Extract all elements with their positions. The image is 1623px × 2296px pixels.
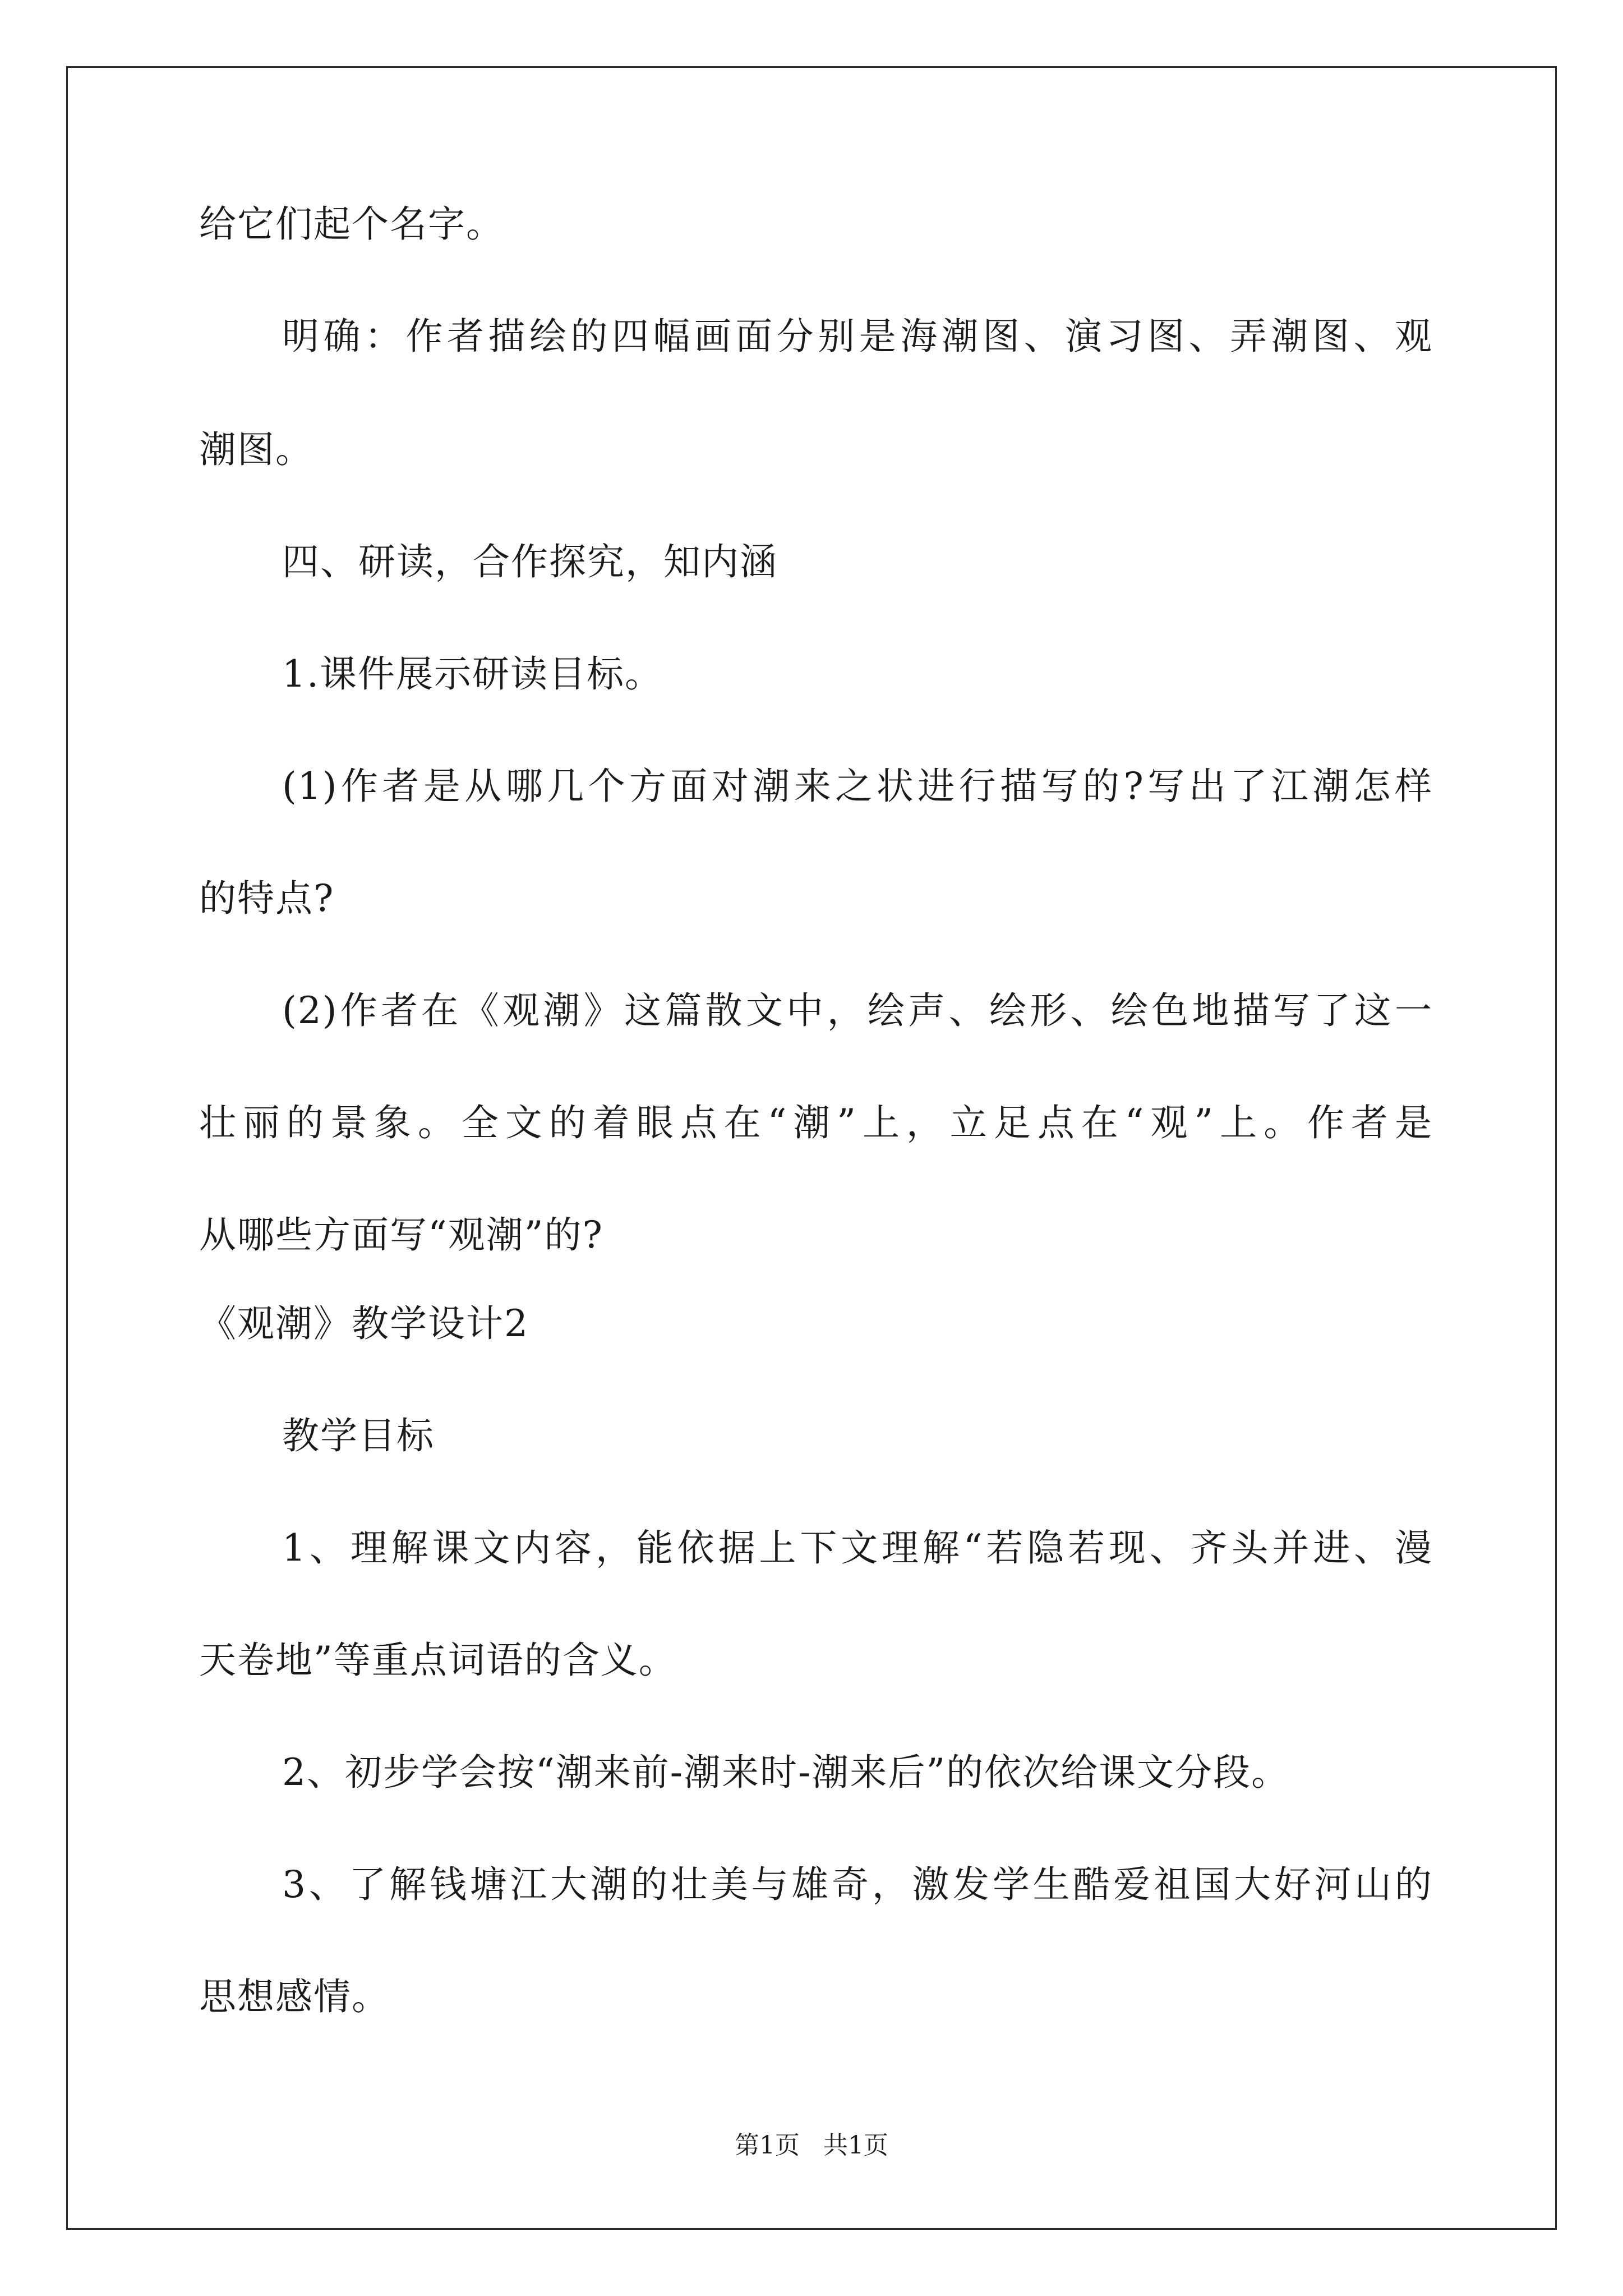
paragraph-line: 潮图。 [199,428,313,471]
paragraph-line: 天卷地”等重点词语的含义。 [199,1639,677,1682]
paragraph-line: 明确：作者描绘的四幅画面分别是海潮图、演习图、弄潮图、观 [282,315,1433,358]
paragraph-line: 1、理解课文内容，能依据上下文理解“若隐若现、齐头并进、漫 [282,1526,1433,1570]
page-number-footer: 第1页 共1页 [735,2131,888,2160]
section-heading: 教学目标 [282,1414,435,1457]
paragraph-line: 给它们起个名字。 [199,203,504,246]
section-heading: 四、研读，合作探究，知内涵 [282,540,778,583]
paragraph-line: (1)作者是从哪几个方面对潮来之状进行描写的?写出了江潮怎样 [282,765,1433,808]
paragraph-line: 1.课件展示研读目标。 [282,652,663,696]
paragraph-line: 从哪些方面写“观潮”的? [199,1213,603,1257]
paragraph-line: (2)作者在《观潮》这篇散文中，绘声、绘形、绘色地描写了这一 [282,989,1433,1032]
paragraph-line: 3、了解钱塘江大潮的壮美与雄奇，激发学生酷爱祖国大好河山的 [282,1863,1433,1906]
document-title: 《观潮》教学设计2 [199,1302,529,1345]
paragraph-line: 壮丽的景象。全文的着眼点在“潮”上，立足点在“观”上。作者是 [199,1101,1433,1144]
paragraph-line: 2、初步学会按“潮来前-潮来时-潮来后”的依次给课文分段。 [282,1751,1290,1794]
paragraph-line: 思想感情。 [199,1975,390,2018]
paragraph-line: 的特点? [199,877,335,920]
